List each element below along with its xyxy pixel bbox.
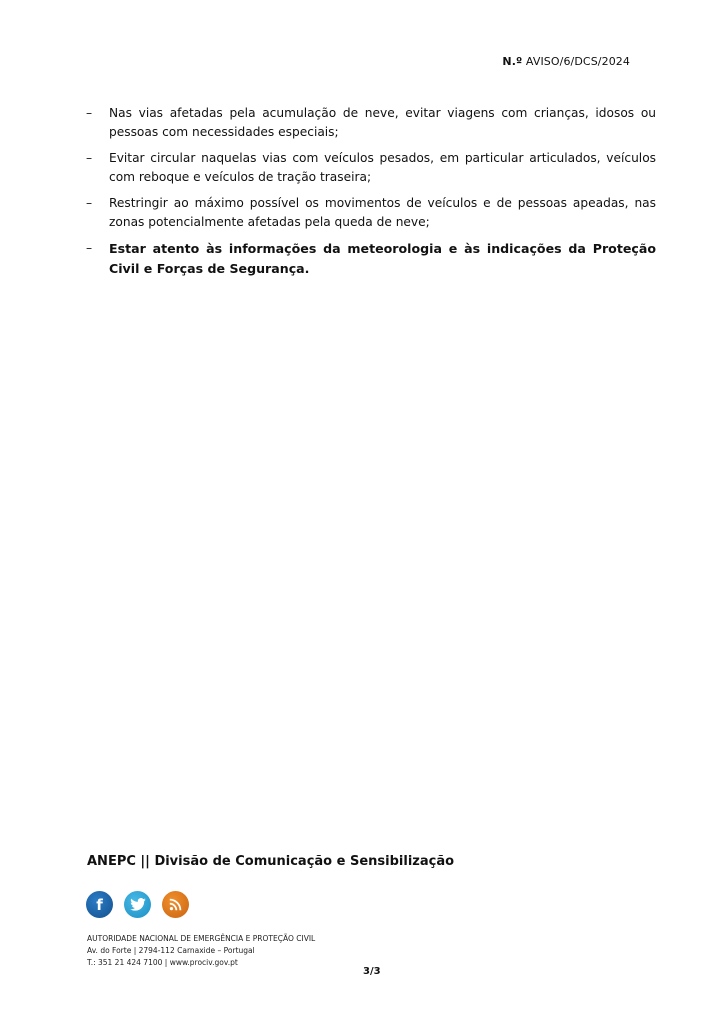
list-item xyxy=(86,239,656,279)
list-item-text: Nas vias afetadas pela acumulação de neve, evitar viagens com crianças, idosos ou pessoas com necessidades especiais; xyxy=(109,106,656,139)
twitter-icon[interactable] xyxy=(124,891,151,918)
rss-icon[interactable] xyxy=(162,891,189,918)
list-item xyxy=(86,194,656,232)
dash-bullet: – xyxy=(86,151,93,165)
organization-name: AUTORIDADE NACIONAL DE EMERGÊNCIA E PROTEÇÃO CIVIL xyxy=(87,934,316,943)
postal-address: Av. do Forte | 2794-112 Carnaxide – Portugal xyxy=(87,946,255,955)
recommendations-list xyxy=(86,104,656,286)
document-number-prefix: N.º xyxy=(502,55,523,68)
list-item-text: Estar atento às informações da meteorologia e às indicações da Proteção Civil e Forças de Segurança. xyxy=(109,241,656,276)
list-item-text: Restringir ao máximo possível os movimentos de veículos e de pessoas apeadas, nas zonas potencialmente afetadas pela queda de neve; xyxy=(109,196,656,229)
list-item xyxy=(86,104,656,142)
contact-line: T.: 351 21 424 7100 | www.prociv.gov.pt xyxy=(87,958,238,967)
dash-bullet: – xyxy=(86,241,93,255)
footer-title: ANEPC || Divisão de Comunicação e Sensibilização xyxy=(87,854,455,869)
dash-bullet: – xyxy=(86,106,93,120)
document-number xyxy=(502,55,630,68)
facebook-glyph: f xyxy=(96,895,103,914)
list-item xyxy=(86,149,656,187)
document-number-value: AVISO/6/DCS/2024 xyxy=(525,55,630,68)
dash-bullet: – xyxy=(86,196,93,210)
address-block xyxy=(87,933,315,969)
rss-glyph xyxy=(169,898,182,911)
facebook-icon[interactable] xyxy=(86,891,113,918)
social-links xyxy=(86,891,189,918)
page-number: 3/3 xyxy=(363,966,381,977)
list-item-text: Evitar circular naquelas vias com veículos pesados, em particular articulados, veículos com reboque e veículos de tração traseira; xyxy=(109,151,656,184)
twitter-bird-glyph xyxy=(130,898,146,911)
